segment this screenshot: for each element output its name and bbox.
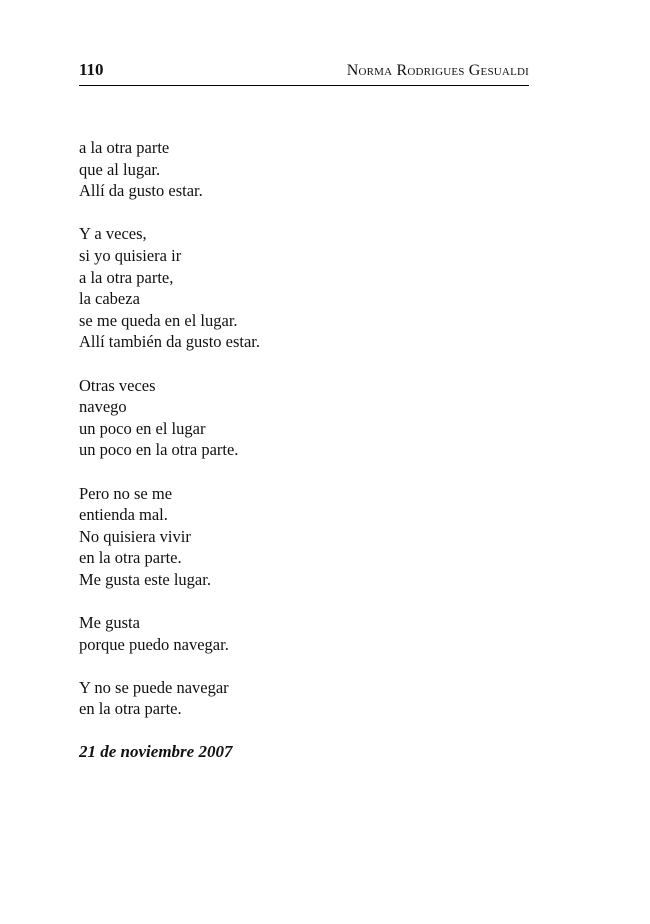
stanza-3 bbox=[79, 375, 529, 461]
poem-line: Pero no se me bbox=[79, 483, 173, 503]
stanza-5 bbox=[79, 612, 529, 655]
poem-line: Allí da gusto estar. bbox=[79, 181, 203, 201]
poem-line: Me gusta bbox=[79, 613, 140, 633]
poem-line: a la otra parte bbox=[79, 138, 170, 157]
poem-line: que al lugar. bbox=[79, 159, 161, 179]
poem-line: Y no se puede navegar bbox=[79, 677, 229, 697]
poem-line: Allí también da gusto estar. bbox=[79, 332, 261, 352]
poem-line: a la otra parte, bbox=[79, 267, 174, 287]
poem-line: navego bbox=[79, 397, 127, 417]
poem-line: Otras veces bbox=[79, 375, 156, 395]
author-name: Norma Rodrigues Gesualdi bbox=[346, 62, 529, 79]
running-head bbox=[79, 58, 529, 86]
poem-line: si yo quisiera ir bbox=[79, 245, 182, 265]
poem-line: entienda mal. bbox=[79, 505, 168, 525]
poem-line: No quisiera vivir bbox=[79, 526, 191, 546]
poem-line: Me gusta este lugar. bbox=[79, 569, 211, 589]
stanza-4 bbox=[79, 483, 529, 591]
page-number: 110 bbox=[79, 60, 104, 79]
poem-line: un poco en la otra parte. bbox=[79, 440, 239, 460]
stanza-2 bbox=[79, 223, 529, 353]
poem-line: un poco en el lugar bbox=[79, 418, 206, 438]
poem-line: en la otra parte. bbox=[79, 699, 182, 719]
poem-line: en la otra parte. bbox=[79, 548, 182, 568]
poem-line: se me queda en el lugar. bbox=[79, 310, 238, 330]
poem-date: 21 de noviembre 2007 bbox=[79, 742, 233, 761]
stanza-1 bbox=[79, 137, 529, 202]
poem-line: porque puedo navegar. bbox=[79, 634, 229, 654]
poem-line: Y a veces, bbox=[79, 224, 147, 244]
stanza-6 bbox=[79, 677, 529, 720]
poem-body bbox=[79, 137, 529, 742]
poem-line: la cabeza bbox=[79, 289, 140, 309]
